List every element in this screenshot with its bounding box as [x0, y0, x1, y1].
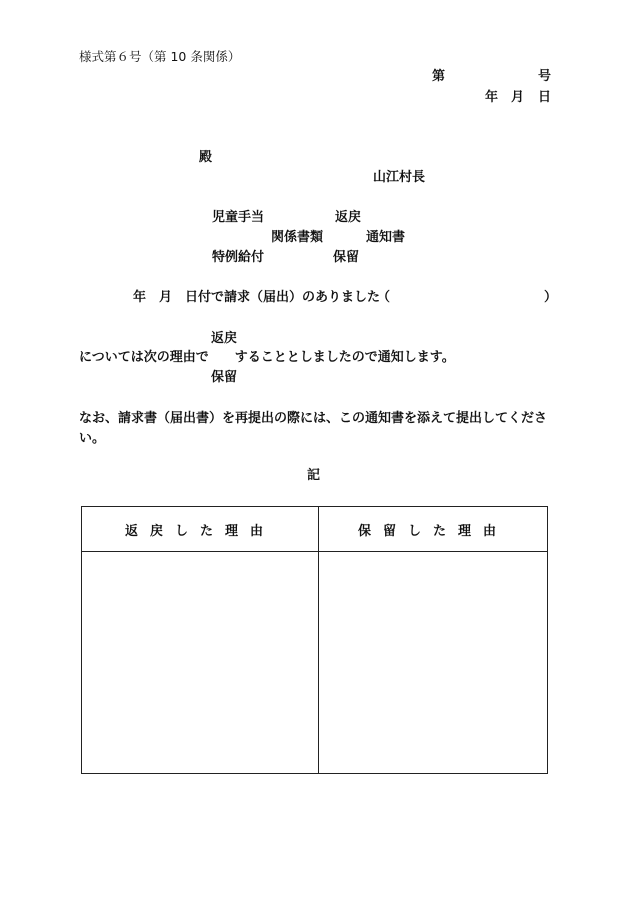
- hold-reason-header: 保留した理由: [319, 507, 548, 552]
- request-blank-close-paren: ）: [544, 290, 558, 305]
- addressee-honorific: 殿: [199, 150, 213, 165]
- return-reason-header: 返戻した理由: [82, 507, 319, 552]
- resubmission-note: なお、請求書（届出書）を再提出の際には、この通知書を添えて提出してください。: [79, 411, 548, 446]
- subject-action-hold: 保留: [333, 250, 360, 265]
- request-date-line: 年 月 日付で請求（届出）のありました: [133, 290, 381, 305]
- date-year-label: 年: [485, 90, 499, 105]
- ki-heading: 記: [307, 468, 321, 483]
- form-number: 様式第６号（第 10 条関係）: [79, 49, 241, 64]
- reasons-table: [81, 506, 548, 774]
- document-number-suffix: 号: [538, 69, 552, 84]
- subject-action-return: 返戻: [335, 210, 362, 225]
- request-blank-open-paren: （: [377, 290, 391, 305]
- subject-item-child-allowance: 児童手当: [212, 210, 265, 225]
- action-notice-line: については次の理由で することとしましたので通知します。: [79, 350, 455, 365]
- date-day-label: 日: [538, 90, 552, 105]
- subject-notice-title: 通知書: [366, 230, 406, 245]
- document-number-prefix: 第: [432, 69, 446, 84]
- subject-item-documents: 関係書類: [271, 230, 324, 245]
- hold-reason-cell[interactable]: [319, 552, 548, 774]
- action-option-return: 返戻: [211, 331, 238, 346]
- action-option-hold: 保留: [211, 370, 238, 385]
- subject-item-special-benefit: 特例給付: [212, 250, 265, 265]
- return-reason-cell[interactable]: [82, 552, 319, 774]
- sender-name: 山江村長: [373, 170, 426, 185]
- date-month-label: 月: [511, 90, 525, 105]
